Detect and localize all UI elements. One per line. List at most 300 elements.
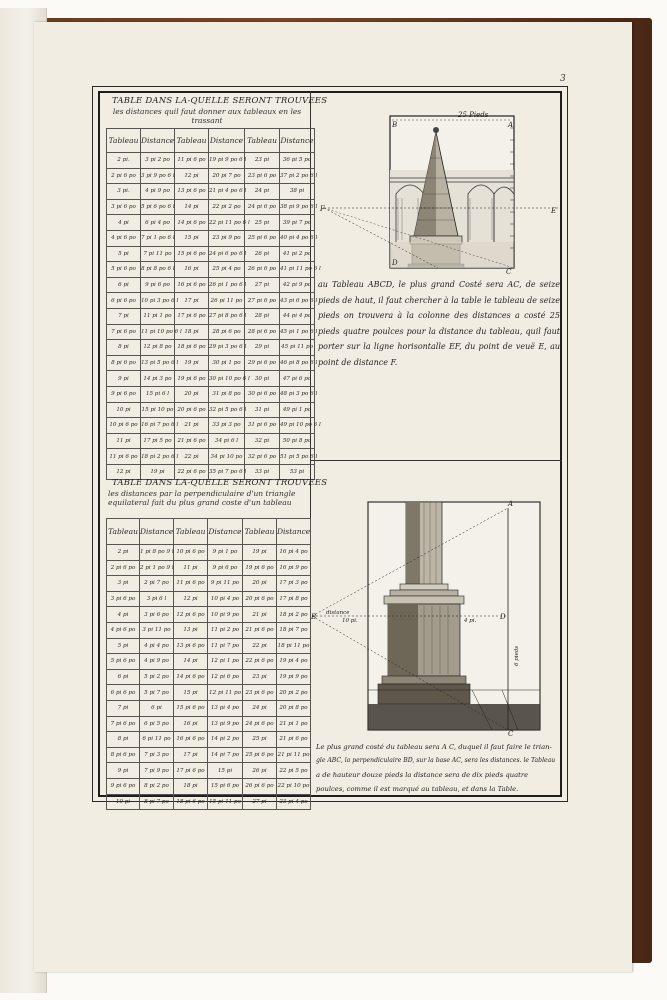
table-cell: 20 pi 2 po [277,685,311,701]
table-cell: 12 pi 1 po [208,654,243,670]
table-cell: 19 pi [243,545,277,561]
table-cell: 37 pi 2 po 6 l [280,168,315,184]
table-cell: 31 pi [245,402,280,418]
table-cell: 18 pi 2 po 6 l [141,449,175,465]
table-cell: 9 pi [107,371,141,387]
table-cell: 12 pi [175,168,209,184]
table-cell: 12 pi 11 po [208,685,243,701]
table-row [107,560,311,576]
table-cell: 29 pi [245,340,280,356]
table-cell: 2 pi. [107,153,141,169]
table-cell: 20 pi [243,576,277,592]
table-cell: 34 pi 10 po [209,449,245,465]
figure2-letter-b: B [311,613,317,621]
table-cell: 39 pi 7 po [280,215,315,231]
table-cell: 5 pi [107,638,140,654]
table-cell: 22 pi 6 po [243,654,277,670]
table-cell: 6 pi 5 po [140,716,174,732]
table-cell: 10 pi [107,402,141,418]
table-cell: 21 pi 4 po 6 l [209,184,245,200]
table1-header: Distance [280,129,315,153]
table-cell: 6 pi [107,669,140,685]
table2-title: TABLE DANS LA-QUELLE SERONT TROUVEES [112,478,328,488]
figure2-side-label: 4 pi. [464,618,477,624]
table-cell: 18 pi 11 po [277,638,311,654]
table-cell: 24 pi [243,700,277,716]
table-cell: 17 pi 6 po [174,763,208,779]
table-cell: 7 pi [107,700,140,716]
table-cell: 18 pi 6 po [174,794,208,810]
table-cell: 21 pi [175,418,209,434]
table-row [107,293,315,309]
table-cell: 27 pi 8 po 6 l [209,308,245,324]
table-cell: 13 pi [174,622,208,638]
table-row [107,184,315,200]
table-row [107,700,311,716]
table-cell: 9 pi 11 po [208,576,243,592]
table-cell: 2 pi 6 po [107,560,140,576]
table-row [107,576,311,592]
table-cell: 53 pi [280,464,315,480]
table-cell: 3 pi 6 po [140,607,174,623]
table-cell: 3 pi 6 po [107,591,140,607]
table-cell: 32 pi 6 po [245,449,280,465]
table-cell: 3 pi 9 po 6 l [141,168,175,184]
table-cell: 14 pi 6 po [175,215,209,231]
figure2-letter-a: A [508,500,514,508]
table-cell: 11 pi 6 po [107,449,141,465]
table-cell: 28 pi 6 po [245,324,280,340]
table-cell: 11 pi 7 po [208,638,243,654]
table-cell: 15 pi 6 po [174,700,208,716]
table-cell: 22 pi 11 po 6 l [209,215,245,231]
table-row [107,638,311,654]
table-cell: 20 pi [175,386,209,402]
table-cell: 18 pi 2 po [277,607,311,623]
table-cell: 16 pi 6 po [175,277,209,293]
figure1-letter-f: F [320,205,325,213]
table-cell: 28 pi [245,308,280,324]
table-cell: 27 pi [245,277,280,293]
table-cell: 12 pi [107,464,141,480]
table-cell: 20 pi 8 po [277,700,311,716]
table-cell: 9 pi 1 po [208,545,243,561]
table-cell: 26 pi 6 po [243,778,277,794]
table-cell: 4 pi 6 po [107,622,140,638]
table2-subtitle: les distances par la perpendiculaire d'un triangle equilateral fait du plus grand coste d'un tableau [108,489,296,507]
table-cell: 11 pi 10 po 6 l [141,324,175,340]
table-cell: 22 pi [243,638,277,654]
table-cell: 24 pi 6 po 6 l [209,246,245,262]
table-cell: 2 pi [107,545,140,561]
table1-header: Tableau [175,129,209,153]
table-cell: 6 pi 11 po [140,732,174,748]
table-cell: 17 pi 8 po [277,591,311,607]
table-row [107,622,311,638]
table-cell: 26 pi [243,763,277,779]
table-row [107,386,315,402]
figure2-letter-d: D [500,613,506,621]
table-cell: 30 pi [245,371,280,387]
table-cell: 14 pi 7 po [208,747,243,763]
table-cell: 19 pi 6 po [175,371,209,387]
table2-header: Tableau [174,519,208,545]
table-row [107,545,311,561]
table1-header: Tableau [107,129,141,153]
table-cell: 11 pi 1 po [141,308,175,324]
table-cell: 6 pi 6 po [107,293,141,309]
table-cell: 25 pi 6 po [245,230,280,246]
caption2-line-4: poulces, comme il est marqué au tableau, et dans la Table. [316,785,519,793]
table-cell: 31 pi 6 po [245,418,280,434]
table-cell: 15 pi 6 po [175,246,209,262]
table-row [107,371,315,387]
table-cell: 29 pi 3 po 6 l [209,340,245,356]
table-cell: 21 pi 6 po [277,732,311,748]
table-cell: 38 pi [280,184,315,200]
table-cell: 49 pi 10 po 6 l [280,418,315,434]
table-cell: 16 pi 7 po 6 l [141,418,175,434]
table-cell: 30 pi 10 po 6 l [209,371,245,387]
table-row [107,308,315,324]
table-cell: 4 pi 9 po [140,654,174,670]
table-row [107,230,315,246]
table-row [107,732,311,748]
table-cell: 9 pi 6 po [107,386,141,402]
table-cell: 6 pi 4 po [141,215,175,231]
table-cell: 8 pi 8 po 6 l [141,262,175,278]
table1-title: TABLE DANS LA-QUELLE SERONT TROUVEES [112,96,328,106]
table2-header: Distance [140,519,174,545]
table-row [107,607,311,623]
plate-divider-horizontal [310,460,562,461]
table-cell: 5 pi [107,246,141,262]
table-cell: 4 pi 6 po [107,230,141,246]
table-cell: 9 pi 6 po [141,277,175,293]
table-cell: 7 pi 9 po [140,763,174,779]
table-cell: 13 pi 4 po [208,700,243,716]
table-cell: 16 pi 9 po [277,560,311,576]
table-cell: 23 pi [243,669,277,685]
table-cell: 22 pi 5 po [277,763,311,779]
table-cell: 12 pi 6 po [208,669,243,685]
table-cell: 8 pi 7 po [140,794,174,810]
table-row [107,168,315,184]
figure2-letter-c: C [508,730,514,738]
table-cell: 19 pi [141,464,175,480]
table-cell: 41 pi 11 po 6 l [280,262,315,278]
table-cell: 28 pi 6 po [209,324,245,340]
table-cell: 8 pi [107,340,141,356]
table-cell: 15 pi 6 po [208,778,243,794]
table-cell: 19 pi 9 po 6 l [209,153,245,169]
table-cell: 41 pi 2 po [280,246,315,262]
table-cell: 5 pi 6 po [107,262,141,278]
figure1-letter-e: E [551,207,557,215]
table-cell: 15 pi 6 l [141,386,175,402]
table-cell: 32 pi [245,433,280,449]
table-cell: 4 pi 9 po [141,184,175,200]
table-cell: 13 pi 5 po 6 l [141,355,175,371]
table-cell: 6 pi [140,700,174,716]
table-cell: 25 pi [243,732,277,748]
caption-figure1: au Tableau ABCD, le plus grand Costé sera AC, de seize pieds de haut, il faut chercher à la table le tableau de seize pieds on trouvera à la colonne des distances a costé 25 pieds quatre poulces pour la distance du tableau, quil faut porter sur la ligne horisontalle EF, du point de veuë E, au point de distance F. [318,280,560,367]
table-cell: 25 pi 4 po [209,262,245,278]
table-cell: 3 pi. [107,184,141,200]
table-cell: 17 pi 5 po [141,433,175,449]
table-cell: 14 pi 3 po [141,371,175,387]
figure2-column-perspective [312,496,562,736]
table-cell: 8 pi 6 po [107,747,140,763]
table-cell: 23 pi 4 po [277,794,311,810]
table-row [107,277,315,293]
caption2-line-1: Le plus grand costé du tableau sera A C, duquel il faut faire le trian- [316,743,552,751]
table-cell: 23 pi 6 po [245,168,280,184]
table-row [107,324,315,340]
table-cell: 3 pi 11 po [140,622,174,638]
table-cell: 49 pi 1 po [280,402,315,418]
table-row [107,685,311,701]
table-cell: 24 pi [245,184,280,200]
table-cell: 20 pi 6 po [175,402,209,418]
table-cell: 38 pi 9 po 6 l [280,199,315,215]
caption2-line-2: gle ABC, la perpendiculaire BD, sur la base AC, sera les distances. le Tableau [316,757,556,764]
table-row [107,654,311,670]
table-row [107,669,311,685]
table-row [107,747,311,763]
table-cell: 10 pi 6 po [174,545,208,561]
table-cell: 11 pi 6 po [174,576,208,592]
table2-header: Tableau [243,519,277,545]
table-cell: 16 pi 6 po [174,732,208,748]
table1-header: Distance [209,129,245,153]
table-cell: 8 pi [107,732,140,748]
table-cell: 17 pi 6 po [175,308,209,324]
table-cell: 1 pi 8 po 9 l [140,545,174,561]
table-cell: 30 pi 6 po [245,386,280,402]
table-cell: 50 pi 8 po [280,433,315,449]
table-row [107,591,311,607]
table-cell: 7 pi [107,308,141,324]
table-cell: 22 pi 6 po [175,464,209,480]
table-cell: 27 pi [243,794,277,810]
table-cell: 44 pi 4 po [280,308,315,324]
figure2-distance-value: 10 pi. [342,618,358,624]
page-number: 3 [560,74,566,84]
table-cell: 10 pi 3 po 6 l [141,293,175,309]
table-cell: 21 pi 11 po [277,747,311,763]
table-cell: 5 pi 6 po [107,654,140,670]
table-cell: 51 pi 5 po 6 l [280,449,315,465]
table-row [107,716,311,732]
table-cell: 36 pi 5 po [280,153,315,169]
table2-distances [106,518,311,810]
table-cell: 32 pi 5 po 6 l [209,402,245,418]
table-cell: 14 pi 6 po [174,669,208,685]
table-row [107,246,315,262]
table-cell: 40 pi 4 po 6 l [280,230,315,246]
table-row [107,763,311,779]
table-cell: 6 pi 6 po [107,685,140,701]
figure1-letter-a: A [508,121,514,129]
table-row [107,340,315,356]
table-row [107,215,315,231]
table-cell: 31 pi 8 po [209,386,245,402]
table-cell: 48 pi 3 po 6 l [280,386,315,402]
table-cell: 5 pi 6 po 6 l [141,199,175,215]
table-cell: 13 pi 6 po [175,184,209,200]
table-cell: 4 pi [107,215,141,231]
figure1-letter-c: C [506,268,512,276]
table-cell: 16 pi [174,716,208,732]
table-row [107,402,315,418]
caption-figure2 [316,740,562,796]
table-row [107,449,315,465]
table-row [107,794,311,810]
table-cell: 3 pi [107,576,140,592]
table-cell: 4 pi 4 po [140,638,174,654]
table-cell: 33 pi [245,464,280,480]
table-cell: 22 pi 10 po [277,778,311,794]
table-cell: 3 pi 6 l [140,591,174,607]
table-cell: 18 pi 7 po [277,622,311,638]
table-cell: 25 pi [245,215,280,231]
table-cell: 24 pi 6 po [243,716,277,732]
table-cell: 18 pi [175,324,209,340]
table-cell: 26 pi [245,246,280,262]
table-cell: 23 pi 6 po [243,685,277,701]
table-cell: 12 pi 8 po [141,340,175,356]
table-cell: 34 pi 6 l [209,433,245,449]
table-cell: 46 pi 8 po 6 l [280,355,315,371]
table-cell: 13 pi 9 po [208,716,243,732]
table-cell: 26 pi 1 po 6 l [209,277,245,293]
figure1-dimension-label: 25 Pieds [458,111,489,119]
table-cell: 5 pi 7 po [140,685,174,701]
table-cell: 42 pi 9 po [280,277,315,293]
table-cell: 23 pi 9 po [209,230,245,246]
table-cell: 23 pi [245,153,280,169]
table1-distances [106,128,321,480]
table-cell: 19 pi 4 po [277,654,311,670]
table-cell: 21 pi 1 po [277,716,311,732]
table-cell: 15 pi [174,685,208,701]
table-cell: 2 pi 1 po 9 l [140,560,174,576]
table-cell: 14 pi 2 po [208,732,243,748]
table-cell: 11 pi [174,560,208,576]
table-cell: 7 pi 6 po [107,716,140,732]
table-cell: 2 pi 7 po [140,576,174,592]
table-cell: 22 pi [175,449,209,465]
table-cell: 45 pi 11 po [280,340,315,356]
table-cell: 10 pi 6 po [107,418,141,434]
table-cell: 26 pi 11 po [209,293,245,309]
table-cell: 11 pi 2 po [208,622,243,638]
table-cell: 43 pi 6 po 6 l [280,293,315,309]
table-cell: 17 pi [174,747,208,763]
table-cell: 21 pi 6 po [243,622,277,638]
table-cell: 29 pi 6 po [245,355,280,371]
caption2-line-3: a de hauteur douze pieds la distance sera de dix pieds quatre [316,771,529,779]
figure1-letter-b: B [392,121,398,129]
table-cell: 13 pi 6 po [174,638,208,654]
table-cell: 19 pi 9 po [277,669,311,685]
table-cell: 2 pi 6 po [107,168,141,184]
table-cell: 22 pi 2 po [209,199,245,215]
table-cell: 10 pi 4 po [208,591,243,607]
table-cell: 21 pi [243,607,277,623]
figure1-pyramid-perspective [318,108,562,276]
table-cell: 15 pi 10 po [141,402,175,418]
table-cell: 9 pi 6 po [107,778,140,794]
table-cell: 15 pi [175,230,209,246]
table2-header: Distance [208,519,243,545]
table-cell: 7 pi 6 po [107,324,141,340]
table-cell: 8 pi 6 po [107,355,141,371]
table-cell: 14 pi [174,654,208,670]
table-cell: 19 pi 6 po [243,560,277,576]
table2-header: Distance [277,519,311,545]
table-cell: 11 pi 6 po [175,153,209,169]
table-cell: 7 pi 1 po 6 l [141,230,175,246]
table-cell: 27 pi 6 po [245,293,280,309]
table-cell: 25 pi 6 po [243,747,277,763]
table-cell: 4 pi [107,607,140,623]
table-cell: 3 pi 6 po [107,199,141,215]
table-cell: 6 pi [107,277,141,293]
table-cell: 7 pi 3 po [140,747,174,763]
table-row [107,262,315,278]
table-row [107,433,315,449]
table-cell: 18 pi 6 po [175,340,209,356]
table-cell: 11 pi [107,433,141,449]
table-cell: 16 pi 4 po [277,545,311,561]
table-cell: 12 pi 6 po [174,607,208,623]
table-cell: 7 pi 11 po [141,246,175,262]
table-cell: 8 pi 2 po [140,778,174,794]
table-cell: 20 pi 6 po [243,591,277,607]
table-cell: 30 pi 1 po [209,355,245,371]
table-cell: 21 pi 6 po [175,433,209,449]
table-cell: 14 pi [175,199,209,215]
table-cell: 5 pi 2 po [140,669,174,685]
table-cell: 45 pi 1 po 6 l [280,324,315,340]
table-cell: 19 pi [175,355,209,371]
table-cell: 17 pi 3 po [277,576,311,592]
table1-header: Tableau [245,129,280,153]
table1-header: Distance [141,129,175,153]
figure2-height-label: 6 pieds [514,645,520,666]
table2-header: Tableau [107,519,140,545]
table1-subtitle: les distances quil faut donner aux tableaux en les trassant [112,107,302,125]
table-cell: 20 pi 7 po [209,168,245,184]
table-row [107,153,315,169]
table-cell: 9 pi 6 po [208,560,243,576]
table-cell: 15 pi 11 po [208,794,243,810]
table-cell: 3 pi 2 po [141,153,175,169]
table-cell: 10 pi 9 po [208,607,243,623]
table-cell: 47 pi 6 po [280,371,315,387]
table-row [107,418,315,434]
table-cell: 9 pi [107,763,140,779]
table-cell: 10 pi [107,794,140,810]
table-row [107,778,311,794]
table-row [107,355,315,371]
table-row [107,199,315,215]
table-cell: 26 pi 6 po [245,262,280,278]
table-cell: 18 pi [174,778,208,794]
figure1-letter-d: D [392,259,398,267]
